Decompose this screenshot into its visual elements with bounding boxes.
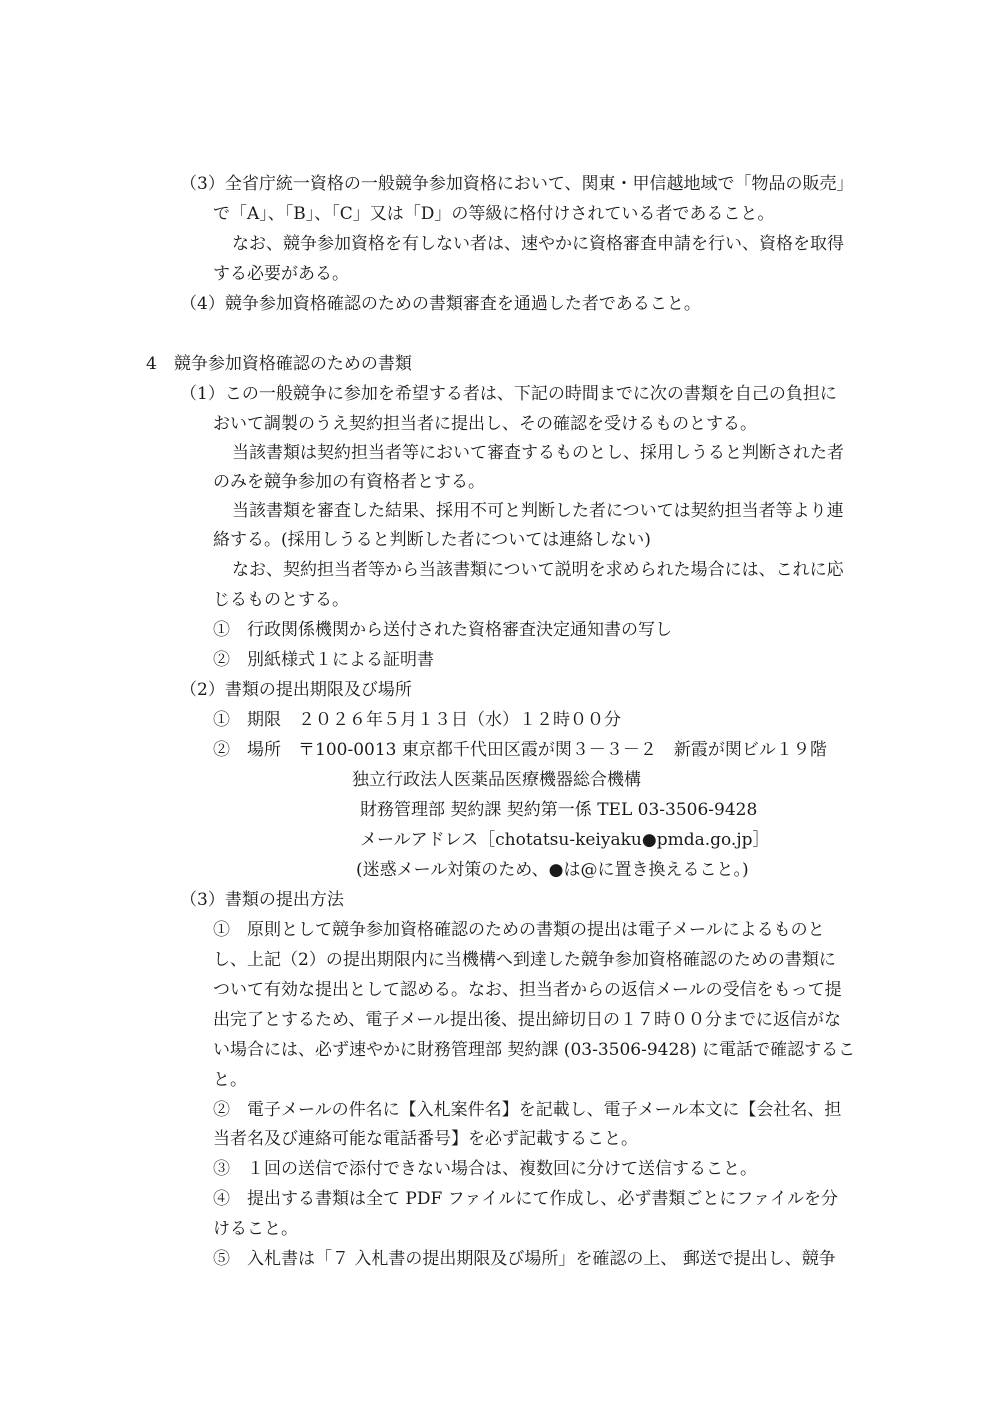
section-heading: 4 競争参加資格確認のための書類	[146, 354, 412, 374]
list-item: ① 期限 ２０２６年５月１３日（水）１２時００分	[213, 710, 621, 730]
subsection-heading: （2）書類の提出期限及び場所	[180, 680, 412, 700]
text-line: なお、競争参加資格を有しない者は、速やかに資格審査申請を行い、資格を取得	[232, 234, 844, 254]
text-line: じるものとする。	[213, 590, 349, 610]
list-item: ③ １回の送信で添付できない場合は、複数回に分けて送信すること。	[213, 1159, 757, 1179]
text-line: 出完了とするため、電子メール提出後、提出締切日の１７時００分までに返信がな	[213, 1010, 841, 1030]
subsection-heading: （3）書類の提出方法	[180, 890, 344, 910]
text-line: おいて調製のうえ契約担当者に提出し、その確認を受けるものとする。	[213, 414, 757, 434]
address-line: 財務管理部 契約課 契約第一係 TEL 03-3506-9428	[360, 800, 758, 820]
text-line: （4）競争参加資格確認のための書類審査を通過した者であること。	[180, 294, 701, 314]
list-item: ④ 提出する書類は全て PDF ファイルにて作成し、必ず書類ごとにファイルを分	[213, 1189, 838, 1209]
list-item: ② 別紙様式１による証明書	[213, 650, 434, 670]
text-line: 当該書類は契約担当者等において審査するものとし、採用しうると判断された者	[232, 443, 844, 463]
list-item: ⑤ 入札書は「７ 入札書の提出期限及び場所」を確認の上、 郵送で提出し、競争	[213, 1249, 836, 1269]
text-line: （1）この一般競争に参加を希望する者は、下記の時間までに次の書類を自己の負担に	[180, 384, 837, 404]
text-line: なお、契約担当者等から当該書類について説明を求められた場合には、これに応	[232, 560, 844, 580]
text-line: 当者名及び連絡可能な電話番号】を必ず記載すること。	[213, 1129, 638, 1149]
text-line: 当該書類を審査した結果、採用不可と判断した者については契約担当者等より連	[232, 501, 844, 521]
address-line: 独立行政法人医薬品医療機器総合機構	[352, 770, 641, 790]
text-line: のみを競争参加の有資格者とする。	[213, 472, 485, 492]
text-line: けること。	[213, 1219, 298, 1239]
text-line: し、上記（2）の提出期限内に当機構へ到達した競争参加資格確認のための書類に	[213, 950, 836, 970]
text-line: で「A」、「B」、「C」又は「D」の等級に格付けされている者であること。	[213, 204, 775, 224]
text-line: い場合には、必ず速やかに財務管理部 契約課 (03-3506-9428) に電話で確認するこ	[213, 1040, 856, 1060]
text-line: 絡する。(採用しうると判断した者については連絡しない)	[213, 530, 651, 550]
text-line: ついて有効な提出として認める。なお、担当者からの返信メールの受信をもって提	[213, 980, 842, 1000]
list-item: ① 原則として競争参加資格確認のための書類の提出は電子メールによるものと	[213, 920, 825, 940]
address-line: メールアドレス［chotatsu-keiyaku●pmda.go.jp］	[360, 830, 770, 850]
list-item: ② 電子メールの件名に【入札案件名】を記載し、電子メール本文に【会社名、担	[213, 1100, 842, 1120]
text-line: する必要がある。	[213, 264, 349, 284]
list-item: ① 行政関係機関から送付された資格審査決定通知書の写し	[213, 620, 672, 640]
text-line: （3）全省庁統一資格の一般競争参加資格において、関東・甲信越地域で「物品の販売」	[180, 174, 854, 194]
list-item: ② 場所 〒100-0013 東京都千代田区霞が関３－３－２ 新霞が関ビル１９階	[213, 740, 827, 760]
address-line: (迷惑メール対策のため、●は@に置き換えること。)	[356, 860, 749, 880]
text-line: と。	[213, 1070, 247, 1090]
